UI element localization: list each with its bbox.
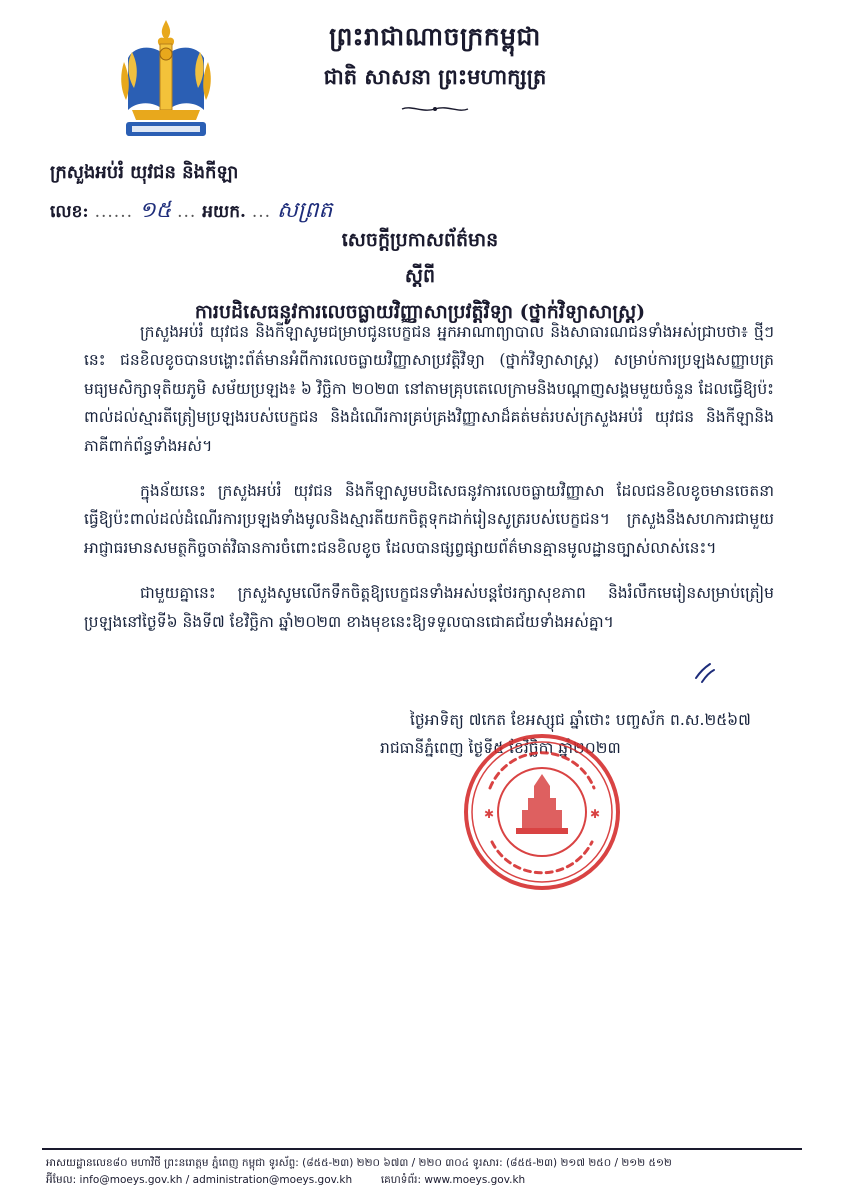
kingdom-title: ព្រះរាជាណាចក្រកម្ពុជា [329,22,541,51]
ministry-name: ក្រសួងអប់រំ យុវជន និងកីឡា [50,162,239,183]
announcement-title [120,228,720,328]
footer-divider [42,1148,802,1150]
website-label: គេហទំព័រ: [380,1174,422,1186]
title-line-1: សេចក្តីប្រកាសព័ត៌មាន [341,229,499,251]
body-paragraph-1: ក្រសួងអប់រំ យុវជន និងកីឡាសូមជម្រាបជូនបេក្ខជន អ្នកអាណាព្យាបាល និងសាធារណជនទាំងអស់ជ្រាបថា៖ ថ្មីៗនេះ ជនខិលខូចបានបង្ហោះព័ត៌មានអំពីការលេចធ្លាយវិញ្ញាសាប្រវត្តិវិទ្យា (ថ្នាក់វិទ្យាសាស្ត្រ) សម្រាប់ការប្រឡងសញ្ញាបត្រមធ្យមសិក្សាទុតិយភូមិ សម័យប្រឡង៖ ៦ វិច្ឆិកា ២០២៣ នៅតាមគ្រុបតេលេក្រាមនិងបណ្តាញសង្គមមួយចំនួន ដែលធ្វើឱ្យប៉ះពាល់ដល់ស្មារតីត្រៀមប្រឡងរបស់បេក្ខជន និងដំណើរការគ្រប់គ្រងវិញ្ញាសាដ៏គត់មត់របស់ក្រសួងអប់រំ យុវជន និងកីឡានិងភាគីពាក់ព័ន្ធទាំងអស់។ [84,323,774,455]
title-line-3: ការបដិសេធនូវការលេចធ្លាយវិញ្ញាសាប្រវត្តិវិទ្យា (ថ្នាក់វិទ្យាសាស្ត្រ) [194,301,646,323]
solar-date: រាជធានីភ្នំពេញ ថ្ងៃទី៥ ខែវិច្ឆិកា ឆ្នាំ២០២៣ [380,739,621,757]
website-link[interactable]: www.moeys.gov.kh [424,1174,526,1186]
footer-contacts [46,1172,806,1189]
ref-value: សព្រត [276,198,333,223]
ref-label: អយក. [202,202,246,222]
lunar-date: ថ្ងៃអាទិត្យ ៧កេត ខែអស្សុជ ឆ្នាំថោះ បញ្ចស័ក ព.ស.២៥៦៧ [410,711,751,729]
email-links[interactable]: info@moeys.gov.kh / administration@moeys.gov.kh [79,1174,353,1186]
svg-text:✱: ✱ [484,807,495,821]
footer-address: អាសយដ្ឋានលេខ៨០ មហាវិថី ព្រះនរោត្តម ភ្នំពេញ កម្ពុជា ទូរស័ព្ទ: (៨៥៥-២៣) ២២០ ៦៧៣ / ២២០ ៣០៤ ទូរសារ: (៨៥៥-២៣) ២១៧ ២៥០ / ២១២ ៥១២ [46,1157,672,1169]
number-value: ១៥ [138,198,172,223]
body-paragraph-3: ជាមួយគ្នានេះ ក្រសួងសូមលើកទឹកចិត្តឱ្យបេក្ខជនទាំងអស់បន្តថែរក្សាសុខភាព និងរំលឹកមេរៀនសម្រាប់ត្រៀមប្រឡងនៅថ្ងៃទី៦ និងទី៧ ខែវិច្ឆិកា ឆ្នាំ២០២៣ ខាងមុខនេះឱ្យទទួលបានជោគជ័យទាំងអស់គ្នា។ [84,584,774,631]
official-seal-icon [462,732,622,892]
email-label: អ៊ីមែល: [46,1174,77,1186]
ornament-divider-icon [400,103,470,115]
title-line-2: ស្តីពី [404,265,436,287]
announcement-body [84,318,774,653]
national-motto: ជាតិ សាសនា ព្រះមហាក្សត្រ [323,64,547,89]
svg-text:✱: ✱ [590,807,601,821]
ministry-emblem-icon [118,18,214,140]
body-paragraph-2: ក្នុងន័យនេះ ក្រសួងអប់រំ យុវជន និងកីឡាសូមបដិសេធនូវការលេចធ្លាយវិញ្ញាសា ដែលជនខិលខូចមានចេតនាធ្វើឱ្យប៉ះពាល់ដល់ដំណើរការប្រឡងទាំងមូលនិងស្មារតីយកចិត្តទុកដាក់រៀនសូត្ររបស់បេក្ខជន។ ក្រសួងនឹងសហការជាមួយអាជ្ញាធរមានសមត្ថកិច្ចចាត់វិធានការចំពោះជនខិលខូច ដែលបានផ្សព្វផ្សាយព័ត៌មានគ្មានមូលដ្ឋានច្បាស់លាស់នេះ។ [84,482,774,557]
reference-number: លេខ: ...... ១៥ ... អយក. ... សព្រត [50,198,333,223]
kingdom-header [270,22,600,115]
signature-mark-icon [690,658,720,688]
number-label: លេខ: [50,202,89,222]
page-footer [46,1155,806,1189]
